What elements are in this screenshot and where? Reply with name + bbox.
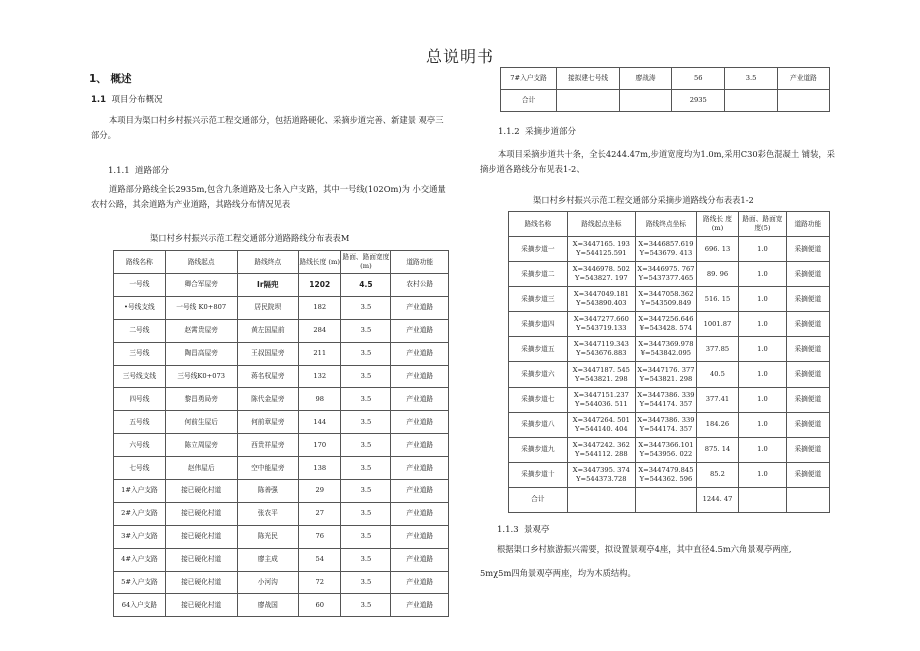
table-cell: 1.0 xyxy=(739,287,786,312)
table-cell: 接已硬化村道 xyxy=(165,502,237,525)
table-header-cell: 路线终点 xyxy=(237,251,298,274)
table-cell: 89. 96 xyxy=(696,262,738,287)
table-cell: 85.2 xyxy=(696,462,738,487)
table-cell: 采摘便道 xyxy=(786,462,829,487)
pavilion-paragraph-line1: 根据渠口乡村旅游振兴需要，拟设置景观亭4座，其中直径4.5m六角景观亭两座, xyxy=(497,544,792,554)
table-cell: 1.0 xyxy=(739,437,786,462)
table-cell: 四号线 xyxy=(114,388,166,411)
section-1-heading xyxy=(89,71,131,86)
table-cell: X=3447479.845 Y=544362. 596 xyxy=(636,462,697,487)
section-1-1-1-number: 1.1.1 xyxy=(108,166,130,176)
table-cell: 接已硬化村道 xyxy=(165,480,237,503)
table-cell: 赵伟屋后 xyxy=(165,457,237,480)
table-cell: 3.5 xyxy=(341,480,391,503)
table-cell: 空中能屋旁 xyxy=(237,457,298,480)
table-cell xyxy=(739,487,786,512)
table-cell: X=3446975. 767 Y=5437377.465 xyxy=(636,262,697,287)
table-header-row xyxy=(509,212,830,237)
table-cell: 696. 13 xyxy=(696,237,738,262)
table-cell: 二号线 xyxy=(114,319,166,342)
table-header-row xyxy=(114,251,449,274)
table-cell: 1202 xyxy=(299,274,341,297)
table-cell: 西贵祥屋旁 xyxy=(237,434,298,457)
table-row xyxy=(509,237,830,262)
table-cell xyxy=(725,90,778,112)
table-cell: 一号线 K0+807 xyxy=(165,296,237,319)
table-cell: 1.0 xyxy=(739,362,786,387)
table-row xyxy=(114,480,449,503)
table-cell: 4.5 xyxy=(341,274,391,297)
table-row xyxy=(509,262,830,287)
path-table xyxy=(508,211,830,513)
table-cell: 产业道路 xyxy=(391,365,449,388)
table-cell: 2#入户支路 xyxy=(114,502,166,525)
table-cell: 7#入户支路 xyxy=(501,68,557,90)
table-cell: 五号线 xyxy=(114,411,166,434)
table-cell: 小河沟 xyxy=(237,571,298,594)
table-cell: 182 xyxy=(299,296,341,319)
table-cell: 采摘步道一 xyxy=(509,237,568,262)
table-cell: 陈光民 xyxy=(237,525,298,548)
table-cell: 合计 xyxy=(509,487,568,512)
road-table-continued xyxy=(500,67,830,112)
table-row xyxy=(509,412,830,437)
table-row xyxy=(114,571,449,594)
table-cell: 56 xyxy=(672,68,725,90)
table-cell: 接拟建七号线 xyxy=(557,68,620,90)
table-cell: 产业道路 xyxy=(391,480,449,503)
table-row xyxy=(509,487,830,512)
table-cell: 采摘步道三 xyxy=(509,287,568,312)
table-cell: 产业道路 xyxy=(391,525,449,548)
table-cell: 3#入户支路 xyxy=(114,525,166,548)
table-row xyxy=(509,337,830,362)
table-cell: 采摘步道六 xyxy=(509,362,568,387)
table-cell: 3.5 xyxy=(341,319,391,342)
table-cell: X=3447369.978 ¥=543842.095 xyxy=(636,337,697,362)
table-row xyxy=(114,342,449,365)
table-cell: 3.5 xyxy=(341,502,391,525)
table-row xyxy=(114,365,449,388)
table-cell: 170 xyxy=(299,434,341,457)
table-cell: 5#入户支路 xyxy=(114,571,166,594)
table-cell: 184.26 xyxy=(696,412,738,437)
table-cell: 七号线 xyxy=(114,457,166,480)
table-cell: 采摘步道五 xyxy=(509,337,568,362)
table-cell: 蒋名权屋旁 xyxy=(237,365,298,388)
table-header-cell: 路线起点坐标 xyxy=(567,212,635,237)
table-cell: X=3447058.362 Y=543509.849 xyxy=(636,287,697,312)
table2-caption: 渠口村乡村振兴示范工程交通部分采摘步道路线分布表表1-2 xyxy=(533,195,754,205)
table-header-cell: 路线名称 xyxy=(509,212,568,237)
table-cell: 1.0 xyxy=(739,462,786,487)
table-cell: 3.5 xyxy=(341,365,391,388)
table-cell: X=3447242. 362 Y=544112. 288 xyxy=(567,437,635,462)
table-cell: 产业道路 xyxy=(391,594,449,617)
table-cell: 产业道路 xyxy=(391,434,449,457)
table-cell: 黎昌勇局旁 xyxy=(165,388,237,411)
table-header-cell: 路线长度 (m) xyxy=(299,251,341,274)
table-cell xyxy=(777,90,829,112)
table-row xyxy=(114,274,449,297)
table-cell: •号线支线 xyxy=(114,296,166,319)
table-cell: 产业道路 xyxy=(391,411,449,434)
table-row xyxy=(114,411,449,434)
table-cell: 合计 xyxy=(501,90,557,112)
table-cell: 三号线 xyxy=(114,342,166,365)
road-table xyxy=(113,250,449,617)
table-header-cell: 道路功能 xyxy=(391,251,449,274)
table-cell: 居民院坝 xyxy=(237,296,298,319)
table-row xyxy=(114,525,449,548)
table-cell: 廖战国 xyxy=(237,594,298,617)
table-cell: 六号线 xyxy=(114,434,166,457)
table-cell: 王叔国屋旁 xyxy=(237,342,298,365)
table-row xyxy=(509,437,830,462)
table-row xyxy=(114,434,449,457)
table-row xyxy=(114,502,449,525)
table-cell: 产业道路 xyxy=(391,342,449,365)
table-cell: 2935 xyxy=(672,90,725,112)
table-cell: 采摘便道 xyxy=(786,262,829,287)
table-cell: 采摘步道九 xyxy=(509,437,568,462)
table-row xyxy=(114,319,449,342)
table-cell: 3.5 xyxy=(341,548,391,571)
table-cell: 3.5 xyxy=(341,388,391,411)
table-cell: 产业道路 xyxy=(777,68,829,90)
table-cell: 1.0 xyxy=(739,412,786,437)
table-cell: 1.0 xyxy=(739,337,786,362)
table-row xyxy=(509,462,830,487)
table-cell: 采摘步道二 xyxy=(509,262,568,287)
table-header-cell: 路面、路面宽度(5) xyxy=(739,212,786,237)
table-cell: 产业道路 xyxy=(391,548,449,571)
table-cell: X=3446857.619 Y=543679. 413 xyxy=(636,237,697,262)
table-header-cell: 道路功能 xyxy=(786,212,829,237)
table-header-cell: 路面、路面宽度(m) xyxy=(341,251,391,274)
table-cell: 1244. 47 xyxy=(696,487,738,512)
table-cell: X=3447165. 193 Y=544125.591 xyxy=(567,237,635,262)
table-cell: 一号线 xyxy=(114,274,166,297)
table-cell: X=3447049.181 Y=543890.403 xyxy=(567,287,635,312)
table-cell: 377.85 xyxy=(696,337,738,362)
table-cell: 132 xyxy=(299,365,341,388)
table-row xyxy=(509,362,830,387)
table-cell: 采摘便道 xyxy=(786,237,829,262)
section-1-1-heading xyxy=(91,93,162,105)
table-header-cell: 路线起点 xyxy=(165,251,237,274)
table-cell: 采摘步道七 xyxy=(509,387,568,412)
table-cell: X=3447187. 545 Y=543821. 298 xyxy=(567,362,635,387)
table-cell: 3.5 xyxy=(341,571,391,594)
table-cell: 1.0 xyxy=(739,237,786,262)
table-cell: 144 xyxy=(299,411,341,434)
table-cell: 产业道路 xyxy=(391,502,449,525)
table-cell: 产业道路 xyxy=(391,388,449,411)
table-cell: 4#入户支路 xyxy=(114,548,166,571)
table-cell: 卿合军屋旁 xyxy=(165,274,237,297)
table-cell: 3.5 xyxy=(341,296,391,319)
section-1-1-1-heading xyxy=(108,164,169,176)
table-row xyxy=(114,296,449,319)
section-1-1-3-title: 景观亭 xyxy=(524,525,550,535)
table-cell: 采摘便道 xyxy=(786,362,829,387)
table-cell: 何前生屋后 xyxy=(165,411,237,434)
table-cell: 产业道路 xyxy=(391,457,449,480)
table-cell: 40.5 xyxy=(696,362,738,387)
table-cell: 采摘便道 xyxy=(786,312,829,337)
table-cell: X=3447386. 339 Y=544174. 357 xyxy=(636,412,697,437)
table-cell: 采摘步道十 xyxy=(509,462,568,487)
table-cell: 98 xyxy=(299,388,341,411)
table-cell: 211 xyxy=(299,342,341,365)
table-header-cell: 路线终点坐标 xyxy=(636,212,697,237)
table-cell: X=3447176. 377 Y=543821. 298 xyxy=(636,362,697,387)
section-1-1-3-number: 1.1.3 xyxy=(497,525,519,535)
table-row xyxy=(114,388,449,411)
table-cell: 廖主成 xyxy=(237,548,298,571)
table-row xyxy=(114,457,449,480)
table-cell: 采摘便道 xyxy=(786,412,829,437)
table-cell: 采摘便道 xyxy=(786,387,829,412)
table-cell: X=3447264. 501 Y=544140. 404 xyxy=(567,412,635,437)
section-1-1-1-title: 道路部分 xyxy=(135,166,170,176)
table-cell: 64入户支路 xyxy=(114,594,166,617)
table-cell: X=3447256.646 ¥=543428. 574 xyxy=(636,312,697,337)
table-cell: 黄左国屋前 xyxy=(237,319,298,342)
table-cell: 138 xyxy=(299,457,341,480)
table-cell: 陶昌高屋旁 xyxy=(165,342,237,365)
table-cell: 3.5 xyxy=(725,68,778,90)
section-1-1-number: 1.1 xyxy=(91,95,107,105)
table-cell xyxy=(567,487,635,512)
table-cell: 接已硬化村道 xyxy=(165,571,237,594)
table-cell: X=3447395. 374 Y=544373.728 xyxy=(567,462,635,487)
table-cell: 29 xyxy=(299,480,341,503)
table-cell xyxy=(636,487,697,512)
table-header-cell: 路线长 度 (m) xyxy=(696,212,738,237)
table-cell: 1.0 xyxy=(739,387,786,412)
table-cell: 陈立周屋旁 xyxy=(165,434,237,457)
table-cell: 农村公路 xyxy=(391,274,449,297)
section-1-1-2-title: 采摘步道部分 xyxy=(525,127,577,137)
table-row xyxy=(114,548,449,571)
table-cell: 三号线K0+073 xyxy=(165,365,237,388)
table-cell: X=3447119.343 Y=543676.883 xyxy=(567,337,635,362)
table-cell: 3.5 xyxy=(341,525,391,548)
table-cell: X=3447386. 339 Y=544174. 357 xyxy=(636,387,697,412)
table-cell: 27 xyxy=(299,502,341,525)
table-cell: 何前章屋旁 xyxy=(237,411,298,434)
table-cell: 3.5 xyxy=(341,342,391,365)
table-row xyxy=(501,90,830,112)
section-1-1-title: 项目分布概况 xyxy=(111,95,163,105)
table-cell: 1001.87 xyxy=(696,312,738,337)
section-1-number: 1、 xyxy=(89,73,107,85)
table-cell: 76 xyxy=(299,525,341,548)
path-paragraph: 本项目采摘步道共十条，全长4244.47m,步道宽度均为1.0m,采用C30彩色混凝土 铺装，采摘步道各路线分布见表1-2、 xyxy=(480,149,835,174)
section-1-1-2-number: 1.1.2 xyxy=(498,127,520,137)
table-cell: 张农平 xyxy=(237,502,298,525)
table-cell: 54 xyxy=(299,548,341,571)
pavilion-paragraph-line2: 5mχ5m四角景观亭两座，均为木质结构。 xyxy=(480,568,636,578)
table-cell: 采摘便道 xyxy=(786,437,829,462)
table-row xyxy=(509,287,830,312)
table-cell: 接已硬化村道 xyxy=(165,525,237,548)
table-cell: 接已硬化村道 xyxy=(165,594,237,617)
table-row xyxy=(114,594,449,617)
intro-paragraph: 本项目为渠口村乡村振兴示范工程交通部分，包括道路硬化、采摘步道完善、新建景 观亭三部分。 xyxy=(91,115,444,140)
table-row xyxy=(509,387,830,412)
table-cell: 产业道路 xyxy=(391,296,449,319)
table-cell: 1.0 xyxy=(739,312,786,337)
table-cell: 采摘便道 xyxy=(786,337,829,362)
table-cell: 1.0 xyxy=(739,262,786,287)
table-cell: X=3446978. 502 Y=543827. 197 xyxy=(567,262,635,287)
table-row xyxy=(509,312,830,337)
table-cell xyxy=(557,90,620,112)
table-cell: 产业道路 xyxy=(391,319,449,342)
section-1-1-2-heading xyxy=(498,125,576,137)
table-cell: 廖战涛 xyxy=(620,68,672,90)
table-cell: 陈善强 xyxy=(237,480,298,503)
table-cell: 3.5 xyxy=(341,594,391,617)
table-row xyxy=(501,68,830,90)
table-cell: 采摘便道 xyxy=(786,287,829,312)
table-cell: 三号线支线 xyxy=(114,365,166,388)
table-cell: 1#入户支路 xyxy=(114,480,166,503)
table-cell: 3.5 xyxy=(341,457,391,480)
table-cell xyxy=(620,90,672,112)
table-cell: 72 xyxy=(299,571,341,594)
table-cell: 接已硬化村道 xyxy=(165,548,237,571)
table-cell: 陈代金屋旁 xyxy=(237,388,298,411)
section-1-1-3-heading xyxy=(497,523,550,535)
table-cell: 377.41 xyxy=(696,387,738,412)
table-cell: 284 xyxy=(299,319,341,342)
table-header-cell: 路线名称 xyxy=(114,251,166,274)
table-cell: 3.5 xyxy=(341,434,391,457)
table-cell: 产业道路 xyxy=(391,571,449,594)
table-cell: Ir隔兜 xyxy=(237,274,298,297)
table-cell: X=3447366.101 Y=543956. 022 xyxy=(636,437,697,462)
table1-caption: 渠口村乡村振兴示范工程交通部分道路路线分布表表M xyxy=(150,233,350,243)
table-cell: 3.5 xyxy=(341,411,391,434)
table-cell: 60 xyxy=(299,594,341,617)
road-paragraph: 道路部分路线全长2935m,包含九条道路及七条入户支路，其中一号线(102Om)为 小交通量农村公路，其余道路为产业道路，其路线分布情况见表 xyxy=(91,184,446,209)
section-1-title: 概述 xyxy=(110,73,132,85)
table-cell xyxy=(786,487,829,512)
table-cell: 赵霄贵屋旁 xyxy=(165,319,237,342)
table-cell: 采摘步道四 xyxy=(509,312,568,337)
table-cell: 516. 15 xyxy=(696,287,738,312)
table-cell: 采摘步道八 xyxy=(509,412,568,437)
table-cell: X=3447277.660 Y=543719.133 xyxy=(567,312,635,337)
document-title: 总说明书 xyxy=(425,47,494,66)
table-cell: X=3447151.237 Y=544036. 511 xyxy=(567,387,635,412)
table-cell: 875. 14 xyxy=(696,437,738,462)
